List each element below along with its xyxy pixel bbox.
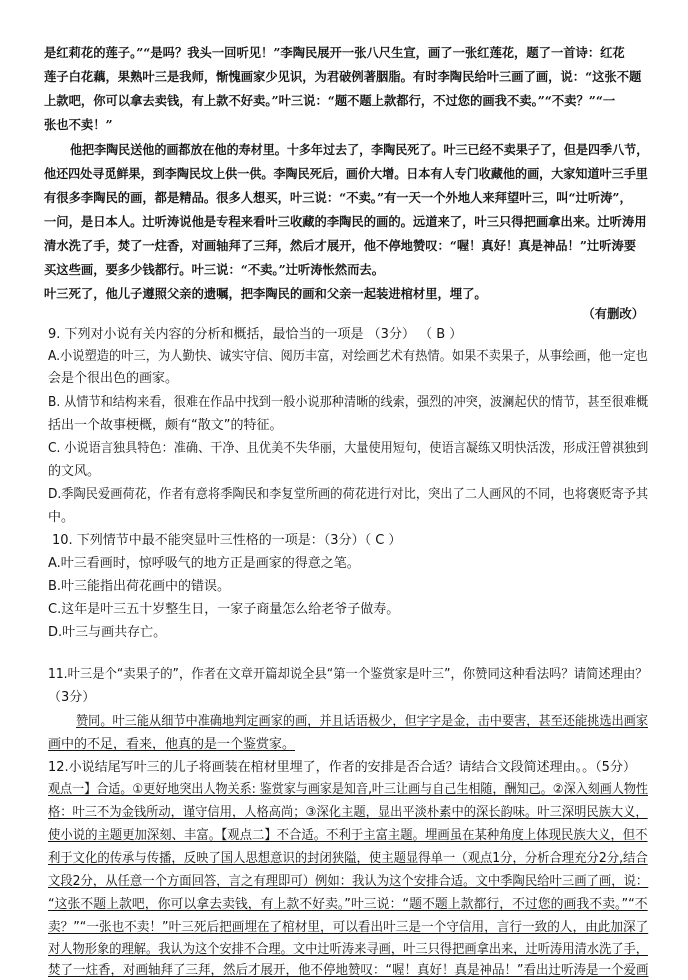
answer-11-cont: 画中的不足，看来，他真的是一个鉴赏家。 xyxy=(48,737,296,752)
option-b-cont: 括出一个故事梗概，颇有“散文”的特征。 xyxy=(48,418,283,433)
option-a-cont: 会是个很出色的画家。 xyxy=(48,371,179,386)
answer-12-line: 观点一】合适。①更好地突出人物关系: 鉴赏家与画家是知音,叶三让画与自己生相随，酬知己。②深入刻画人物性 xyxy=(48,782,648,797)
answer-12-line: 利于文化的传承与传播，反映了国人思想意识的封闭狭隘，使主题显得单一（观点1分，分析合理充分2分,结合 xyxy=(48,851,648,866)
option-d: D.叶三与画共存亡。 xyxy=(48,625,167,640)
story-line: 有很多李陶民的画，都是精品。很多人想买，叶三说：“不卖。”有一天一个外地人来拜望叶三，叫“辻听涛”， xyxy=(44,190,632,205)
answer-12-line: 卖？”“一张也不卖！”叶三死后把画埋在了棺材里，可以看出叶三是一个守信用，言行一致的人，由此加深了 xyxy=(48,920,649,935)
option-c: C. 小说语言独具特色：准确、干净、且优美不失华丽，大量使用短句，使语言凝练又明快活泼，形成汪曾祺独到 xyxy=(48,441,649,456)
question-11-score: （3分） xyxy=(48,690,96,705)
option-a: A.叶三看画时，惊呼吸气的地方正是画家的得意之笔。 xyxy=(48,556,360,571)
option-d: D.季陶民爱画荷花，作者有意将季陶民和李复堂所画的荷花进行对比，突出了二人画风的不同，也将褒贬寄予其 xyxy=(48,487,649,502)
option-a: A.小说塑造的叶三，为人勤快、诚实守信、阅历丰富，对绘画艺术有热情。如果不卖果子，从事绘画，他一定也 xyxy=(48,349,648,364)
story-line: 他把李陶民送他的画都放在他的寿材里。十多年过去了，李陶民死了。叶三已经不卖果子了，但是四季八节， xyxy=(70,142,649,157)
question-11-stem: 11.叶三是个“卖果子的”，作者在文章开篇却说全县“第一个鉴赏家是叶三”，你赞同这种看法吗？请简述理由？ xyxy=(48,667,648,682)
option-c-cont: 的文风。 xyxy=(48,464,101,479)
source-note: （有删改） xyxy=(582,306,644,321)
option-b: B. 从情节和结构来看，很难在作品中找到一般小说那种清晰的线索，强烈的冲突，波澜起伏的情节，甚至很难概 xyxy=(48,395,649,410)
story-line: 是红莉花的莲子。”“是吗？我头一回听见！”李陶民展开一张八尺生宣，画了一张红莲花，题了一首诗：红花 xyxy=(44,45,625,60)
question-10-stem: 10. 下列情节中最不能突显叶三性格的一项是：（3分）（ C ） xyxy=(52,533,402,548)
answer-12-line: 对人物形象的理解。我认为这个安排不合理。文中辻听涛来寻画，叶三只得把画拿出来，辻听涛用清水洗了手， xyxy=(48,942,649,957)
story-line: 莲子白花藕，果熟叶三是我师，惭愧画家少见识，为君破例著胭脂。有时李陶民给叶三画了画，说：“这张不题 xyxy=(44,69,642,84)
answer-12-line: 格：叶三不为金钱所动，谨守信用，人格高尚；③深化主题，显出平淡朴素中的深长韵味。叶三深明民族大义， xyxy=(48,805,648,820)
story-line: 叶三死了，他儿子遵照父亲的遗嘱，把李陶民的画和父亲一起装进棺材里，埋了。 xyxy=(44,286,487,301)
story-line: 他还四处寻觅鲜果，到李陶民坟上供一供。李陶民死后，画价大增。日本有人专门收藏他的画，大家知道叶三手里 xyxy=(44,166,648,181)
answer-12-line: 焚了一炷香，对画轴拜了三拜，然后才展开，他不停地赞叹：“喔！真好！真是神品！”看出辻听涛是一个爱画 xyxy=(48,963,649,978)
story-line: 买这些画，要多少钱都行。叶三说：“不卖。”辻听涛怅然而去。 xyxy=(44,262,385,277)
answer-12-line: “这张不题上款吧，你可以拿去卖钱，有上款不好卖。”叶三说：“题不题上款都行，不过您的画我不卖。”“不 xyxy=(48,897,648,912)
option-d-cont: 中。 xyxy=(48,510,75,525)
story-line: 一问，是日本人。辻听涛说他是专程来看叶三收藏的李陶民的画的。远道来了，叶三只得把画拿出来。辻听涛用 xyxy=(44,214,647,229)
answer-11: 赞同。叶三能从细节中准确地判定画家的画，并且话语极少，但字字是金，击中要害，甚至还能挑选出画家 xyxy=(76,714,649,729)
answer-12-line: 使小说的主题更加深刻、丰富。【观点二】不合适。不利于主富主题。埋画虽在某种角度上体现民族大义，但不 xyxy=(48,828,648,843)
option-b: B.叶三能指出荷花画中的错误。 xyxy=(48,579,231,594)
story-line: 清水洗了手，焚了一炷香，对画轴拜了三拜，然后才展开，他不停地赞叹：“喔！真好！真是神品！”辻听涛要 xyxy=(44,238,637,253)
option-c: C.这年是叶三五十岁整生日，一家子商量怎么给老爷子做寿。 xyxy=(48,602,400,617)
story-line: 上款吧，你可以拿去卖钱，有上款不好卖。”叶三说：“题不题上款都行，不过您的画我不卖。”“不卖？”“一 xyxy=(44,93,616,108)
answer-12-line: 文段2分，从任意一个方面回答，言之有理即可）例如：我认为这个安排合适。文中季陶民给叶三画了画，说： xyxy=(48,874,649,889)
question-12-stem: 12.小说结尾写叶三的儿子将画装在棺材里埋了，作者的安排是否合适？请结合文段简述理由。。（5分） xyxy=(48,760,636,775)
question-9-stem: 9. 下列对小说有关内容的分析和概括，最恰当的一项是 （3分） （ B ） xyxy=(48,327,463,342)
story-line: 张也不卖！” xyxy=(44,117,113,132)
